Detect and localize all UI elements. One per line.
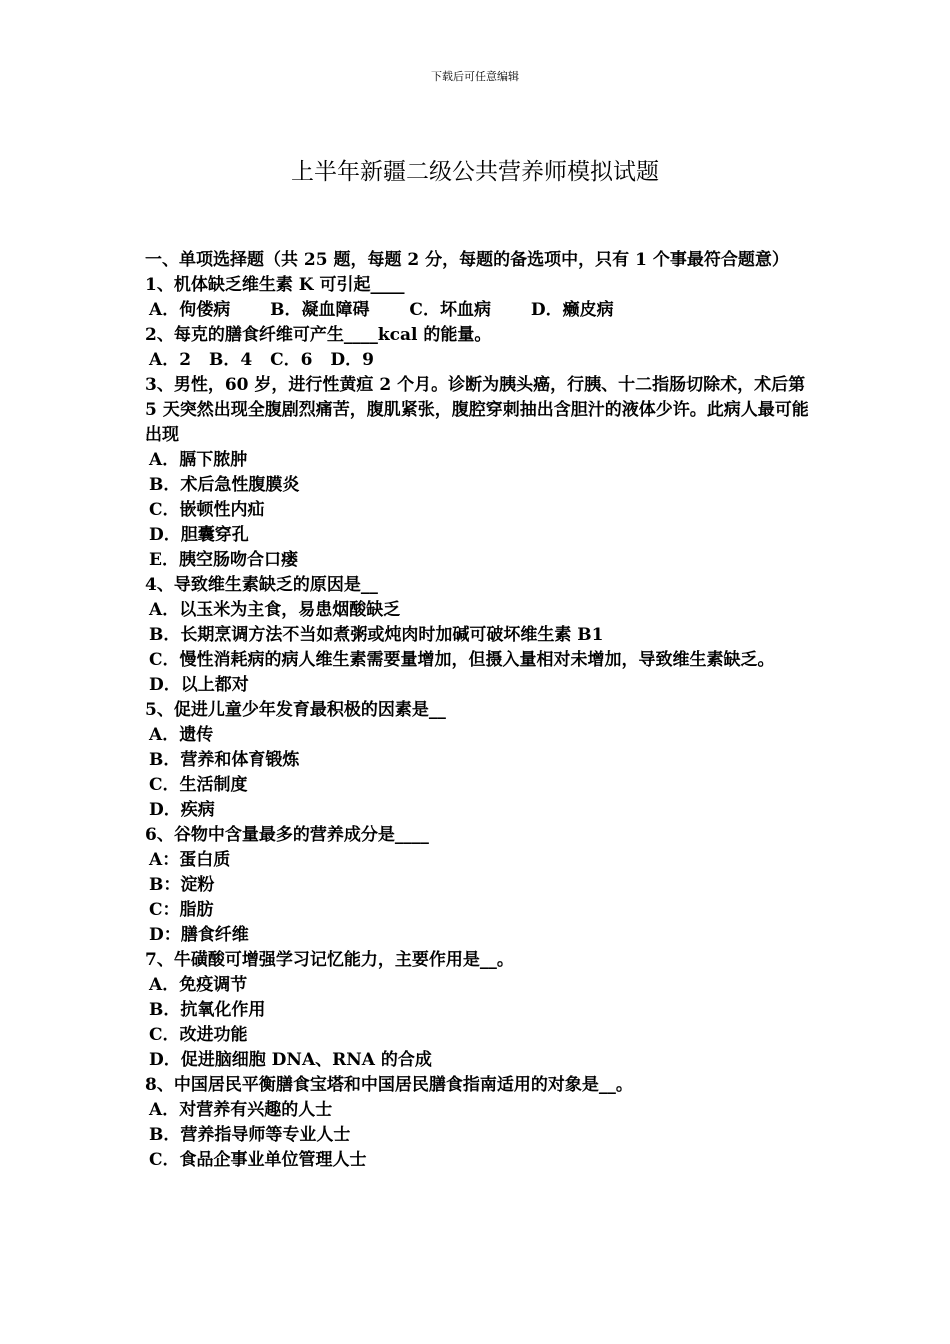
question-1-stem: 1、机体缺乏维生素 K 可引起____ xyxy=(145,275,405,295)
question-8-option-b: B．营养指导师等专业人士 xyxy=(149,1125,351,1145)
question-6-option-b: B：淀粉 xyxy=(149,875,215,895)
question-1-option-c: C．坏血病 xyxy=(409,300,491,320)
question-2-option-c: C．6 xyxy=(270,350,313,370)
question-list xyxy=(145,248,810,1173)
question-8-option-c: C．食品企事业单位管理人士 xyxy=(149,1150,367,1170)
question-5-option-d: D．疾病 xyxy=(149,800,215,820)
question-5-option-b: B．营养和体育锻炼 xyxy=(149,750,300,770)
question-3-option-b: B．术后急性腹膜炎 xyxy=(149,475,300,495)
question-5-option-c: C．生活制度 xyxy=(149,775,248,795)
question-1-option-b: B．凝血障碍 xyxy=(270,300,370,320)
question-8-stem: 8、中国居民平衡膳食宝塔和中国居民膳食指南适用的对象是__。 xyxy=(145,1075,633,1095)
header-note: 下载后可任意编辑 xyxy=(431,70,519,83)
question-7-stem: 7、牛磺酸可增强学习记忆能力，主要作用是__。 xyxy=(145,950,514,970)
question-3-stem: 3、男性，60 岁，进行性黄疸 2 个月。诊断为胰头癌，行胰、十二指肠切除术，术后第 5 天突然出现全腹剧烈痛苦，腹肌紧张，腹腔穿刺抽出含胆汁的液体少许。此病人最可能出现 xyxy=(145,375,809,445)
page-title: 上半年新疆二级公共营养师模拟试题 xyxy=(291,159,659,185)
question-2-option-d: D．9 xyxy=(330,350,374,370)
question-7-option-b: B．抗氧化作用 xyxy=(149,1000,266,1020)
question-6-stem: 6、谷物中含量最多的营养成分是____ xyxy=(145,825,429,845)
question-2-options xyxy=(145,348,810,373)
question-8-option-a: A．对营养有兴趣的人士 xyxy=(149,1100,333,1120)
question-1-options xyxy=(145,298,810,323)
question-1-option-d: D．癞皮病 xyxy=(530,300,614,320)
question-3-option-c: C．嵌顿性内疝 xyxy=(149,500,265,520)
question-6-option-a: A：蛋白质 xyxy=(149,850,231,870)
question-4-stem: 4、导致维生素缺乏的原因是__ xyxy=(145,575,378,595)
question-4-option-b: B．长期烹调方法不当如煮粥或炖肉时加碱可破坏维生素 B1 xyxy=(149,625,604,645)
question-4-option-a: A．以玉米为主食，易患烟酸缺乏 xyxy=(149,600,401,620)
question-7-option-d: D．促进脑细胞 DNA、RNA 的合成 xyxy=(149,1050,432,1070)
question-1-option-a: A．佝偻病 xyxy=(149,300,231,320)
question-7-option-a: A．免疫调节 xyxy=(149,975,248,995)
question-4-option-c: C．慢性消耗病的病人维生素需要量增加，但摄入量相对未增加，导致维生素缺乏。 xyxy=(149,650,775,670)
question-6-option-c: C：脂肪 xyxy=(149,900,214,920)
question-3-option-e: E．胰空肠吻合口瘘 xyxy=(149,550,298,570)
question-3-option-d: D．胆囊穿孔 xyxy=(149,525,249,545)
question-6-option-d: D：膳食纤维 xyxy=(149,925,249,945)
question-7-option-c: C．改进功能 xyxy=(149,1025,248,1045)
question-4-option-d: D．以上都对 xyxy=(149,675,249,695)
question-5-stem: 5、促进儿童少年发育最积极的因素是__ xyxy=(145,700,446,720)
question-5-option-a: A．遗传 xyxy=(149,725,214,745)
question-3-option-a: A．膈下脓肿 xyxy=(149,450,248,470)
question-2-option-b: B．4 xyxy=(208,350,253,370)
question-2-option-a: A．2 xyxy=(149,350,192,370)
question-2-stem: 2、每克的膳食纤维可产生____kcal 的能量。 xyxy=(145,325,492,345)
section-heading: 一、单项选择题（共 25 题，每题 2 分，每题的备选项中，只有 1 个事最符合题意） xyxy=(145,250,789,270)
